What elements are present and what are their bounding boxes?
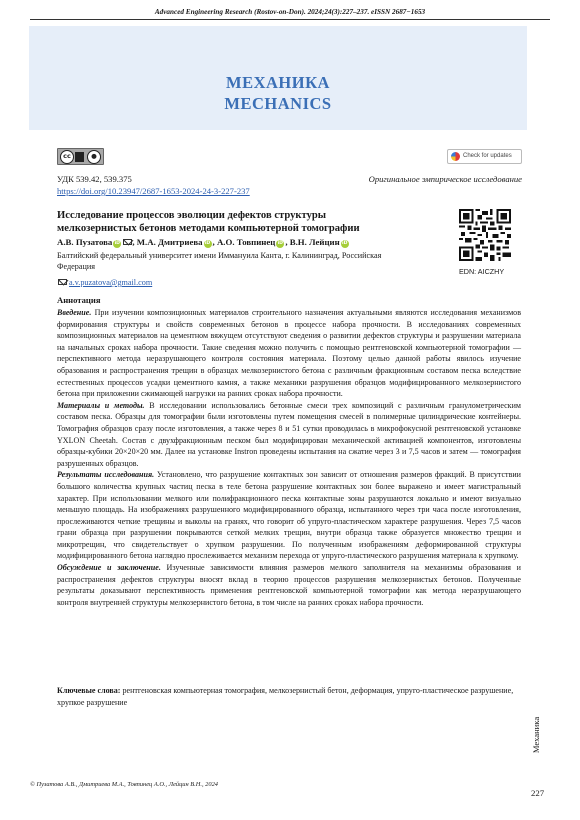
udc-code: УДК 539.42, 539.375 [57, 174, 132, 184]
abstract-label: Обсуждение и заключение. [57, 563, 161, 573]
email-link[interactable]: a.v.puzatova@gmail.com [69, 278, 153, 287]
orcid-icon[interactable]: iD [114, 241, 120, 246]
doi-link[interactable]: https://doi.org/10.23947/2687-1653-2024-24-3-227-237 [57, 186, 250, 196]
section-side-label [529, 700, 543, 770]
envelope-icon [58, 279, 67, 285]
check-updates-icon [451, 152, 460, 161]
check-updates-label: Check for updates [463, 153, 512, 159]
keywords [57, 685, 521, 708]
orcid-icon[interactable]: iD [204, 241, 211, 246]
journal-header: Advanced Engineering Research (Rostov-on-Don). 2024;24(3):227–237. eISSN 2687−1653 [154, 8, 426, 16]
abstract-text: Изученные зависимости влияния размеров мелкого заполнителя на механизмы образования и распространения дефектов структуры вносят вклад в теорию процессов разрушения мелкозернистых бетонов. Полученные результаты доказывают перспективность применения рентгеновской компьютерной томографии как метода неразрушающего контроля внутренней структуры мелкозернистого бетона, в том числе на ранних сроках набора прочности. [57, 563, 521, 607]
paper-type: Оригинальное эмпирическое исследование [368, 174, 522, 184]
author-separator: , [132, 237, 137, 247]
author-name[interactable]: А.О. Товпинец [216, 237, 276, 247]
author-list [57, 237, 397, 248]
person-icon: ● [87, 150, 101, 164]
copyright-notice: © Пузатова А.В., Дмитриева М.А., Товпинец А.О., Лейцин В.Н., 2024 [30, 781, 218, 788]
section-title-ru: МЕХАНИКА [226, 73, 330, 92]
envelope-icon[interactable] [123, 239, 132, 245]
qr-code-icon[interactable] [459, 209, 511, 261]
cc-icon: cc [60, 150, 74, 164]
abstract-label: Результаты исследования. [57, 470, 155, 480]
abstract-label: Введение. [57, 308, 92, 317]
cc-strip [75, 152, 84, 162]
page-number: 227 [531, 788, 545, 798]
corresponding-email [57, 278, 152, 287]
author-name[interactable]: В.Н. Лейцин [289, 237, 340, 247]
abstract-body [57, 307, 521, 608]
abstract-paragraph [57, 562, 521, 608]
author-name[interactable]: М.А. Дмитриева [136, 237, 203, 247]
author-name[interactable]: А.В. Пузатова [57, 237, 113, 247]
section-banner [29, 26, 527, 130]
cc-by-icon[interactable] [57, 148, 104, 165]
keywords-label: Ключевые слова: [57, 686, 121, 695]
abstract-label: Материалы и методы. [57, 400, 145, 410]
side-label-text: Механика [531, 716, 541, 754]
article-title: Исследование процессов эволюции дефектов структуры мелкозернистых бетонов методами компьютерной томографии [57, 210, 360, 234]
author-separator: , [212, 237, 217, 247]
header-divider [30, 19, 550, 20]
check-for-updates-button[interactable] [447, 149, 522, 164]
abstract-text: Установлено, что разрушение контактных зон зависит от отношения размеров фракций. В присутствии большого количества крупных частиц песка в теле бетона разрушение контактных зон более выражено и имеет магистральный характер. При использовании мелкого или полифракционного песка контактные зоны разрушаются локально и имеют визуально меньшую площадь. На изображениях разрушенного модифицированного образца, испытанного через три часа после изготовления, прослеживаются четкие трещины и выколы на гранях, что говорит об упруго-пластическом характере разрушения. Через 7,5 часов грани образца при разрушении покрываются сеткой мелких трещин, внутри образца также образуется множество трещин и микротрещин, что свидетельствует о хрупком разрушении. По полученным изображениям деформированной структуры модифицированного бетона наглядно прослеживается механизм перехода от упруго-пластического разрушения материала к хрупкому. [57, 470, 521, 561]
affiliation: Балтийский федеральный университет имени Иммануила Канта, г. Калининград, Российская Федерация [57, 251, 382, 272]
keywords-text: рентгеновская компьютерная томография, мелкозернистый бетон, деформация, упруго-пластическое разрушение, хрупкое разрушение [57, 686, 514, 707]
abstract-paragraph [57, 307, 521, 400]
orcid-icon[interactable]: iD [342, 241, 348, 246]
author-separator: , [285, 237, 290, 247]
abstract-paragraph [57, 469, 521, 562]
abstract-text: В исследовании использовались бетонные смеси трех композиций с различным гранулометрическим составом песка. Образцы для томографии были изготовлены путем помещения смесей в полимерные цилиндрические контейнеры. Томография образцов сразу после изготовления, а также через 8 и 51 сутки проводилась в микрофокусной рентгеновской установке YXLON Cheetah. Состав с двухфракционным песком был модифицирован механической активацией компонентов, изготовлены образцы-кубики 20×20×20 мм. Далее на установке Instron проведены испытания на сжатие через 3 и 7,5 часов и затем — томография разрушенных образцов. [57, 400, 521, 468]
abstract-paragraph [57, 400, 521, 470]
section-title-en: MECHANICS [224, 94, 332, 113]
abstract-heading: Аннотация [57, 295, 101, 305]
edn-code: EDN: AICZHY [459, 267, 505, 276]
orcid-icon[interactable]: iD [277, 241, 283, 246]
abstract-text: При изучении композиционных материалов строительного назначения актуальными являются исследования механизмов формирования структуры и свойств современных бетонов в процессе набора прочности. В исследованиях современных композиционных материалов на цементном вяжущем отсутствуют сведения о развитии дефектов структуры и разрушении материала на начальных сроках набора прочности. Такие сведения можно получить с помощью рентгеновской компьютерной томографии — перспективного метода неразрушающего контроля состояния материала. Поэтому целью данной работы явилось изучение образования и распространения трещин в образцах мелкозернистого бетона с различным фракционным составом песка вследствие естественных процессов усадки цементного камня, а также механики разрушения образцов модифицированного мелкозернистого бетона при приложении сжимающей нагрузки на ранних сроках набора прочности. [57, 308, 521, 399]
